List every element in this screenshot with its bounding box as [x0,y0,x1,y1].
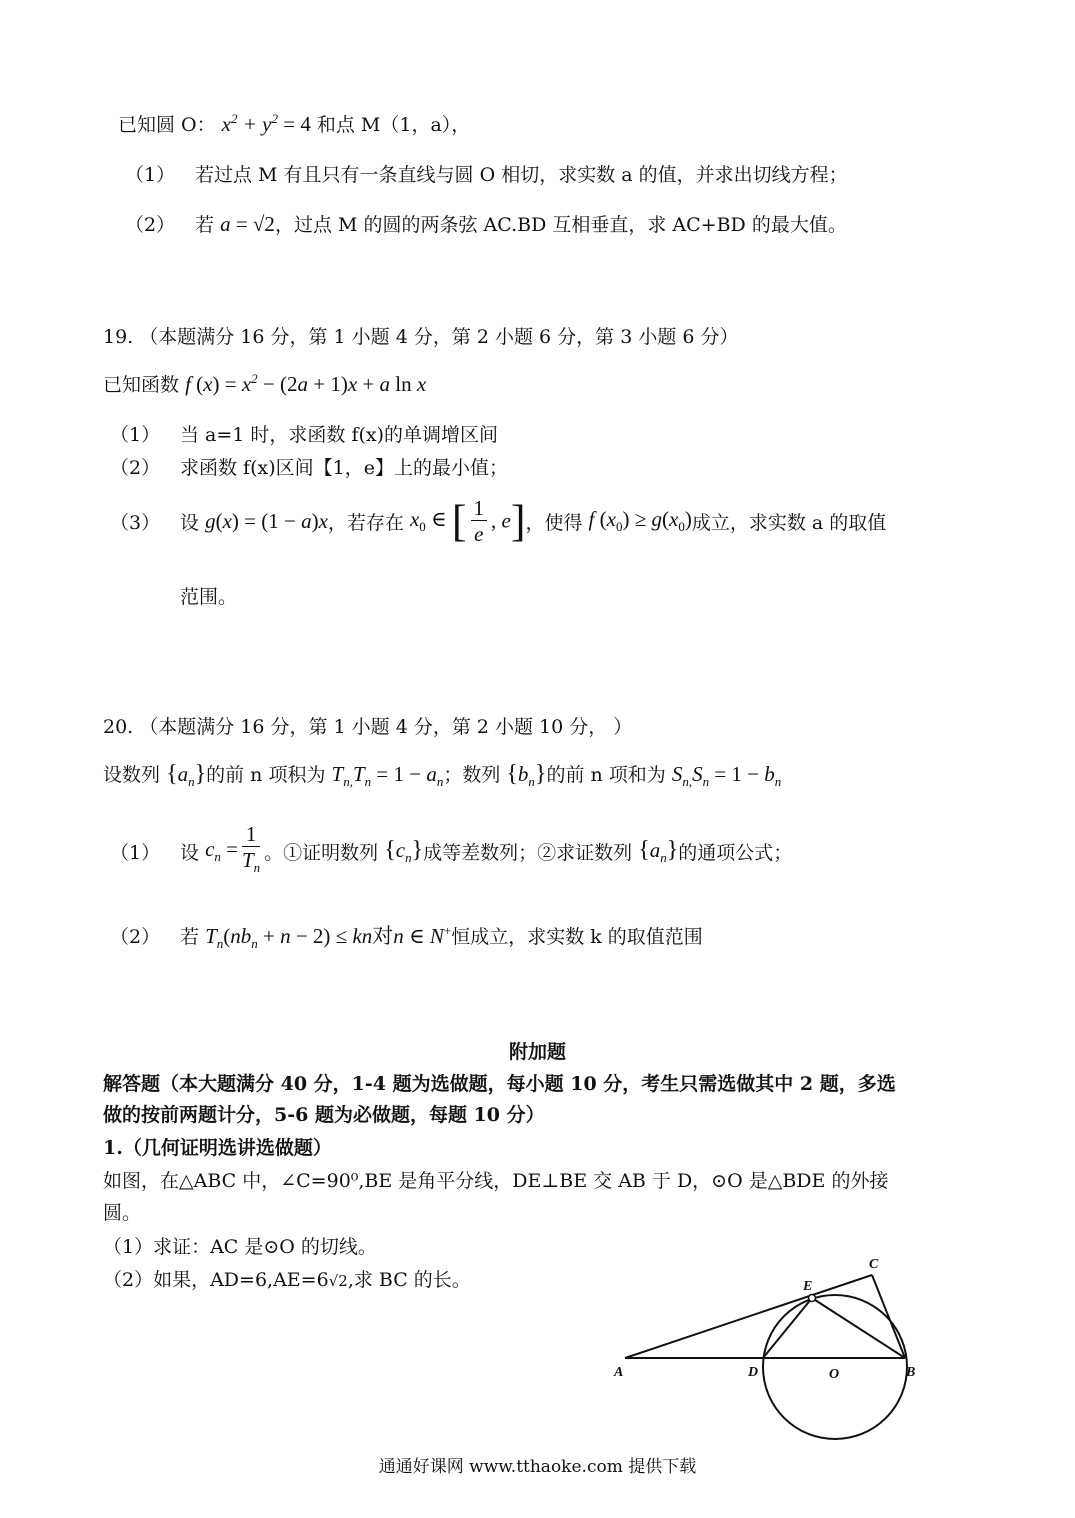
sequence-a-2: $\{a_n\}$ [638,837,679,866]
extra-q1-line1: 如图，在△ABC 中，∠C=90⁰,BE 是角平分线，DE⊥BE 交 AB 于 D，⊙O 是△BDE 的外接 [103,1170,889,1192]
tn-relation: $T_{n,}T_n = 1 - a_n$ [331,762,444,790]
q20-intro: 设数列 $\{a_n\}$的前 n 项积为 $T_{n,}T_n = 1 - a_n$；数列 $\{b_n\}$的前 n 项和为 $S_{n,}S_n = 1 - b_n$ [103,761,782,790]
extra-q1-part1: （1）求证：AC 是⊙O 的切线。 [103,1236,377,1258]
sequence-b: $\{b_n\}$ [506,761,547,790]
extra-title: 附加题 [508,1041,566,1063]
q20-header: 20. （本题满分 16 分，第 1 小题 4 分，第 2 小题 10 分， ） [103,716,633,738]
label-b: B [906,1365,916,1380]
q18-part1: （1） 若过点 M 有且只有一条直线与圆 O 相切，求实数 a 的值，并求出切线方程； [125,164,848,186]
x0-interval: $x_0$ ∈ [ $\frac{1}{e}$ , e] [409,496,526,546]
function-g: g(x) = (1 − a)x [205,509,328,533]
label-d: D [748,1365,759,1380]
extra-q1-title: 1.（几何证明选讲选做题） [103,1137,332,1159]
sn-relation: $S_{n,}S_n = 1 - b_n$ [671,762,782,790]
segment-cb [872,1275,905,1358]
q19-part2: （2） 求函数 f(x)区间【1，e】上的最小值； [110,457,508,479]
q19-intro: 已知函数 f $(x) = x^2 - (2a + 1)x + a$ ln x [103,371,427,396]
circle-equation: $x^2 + y^2 = 4$ [221,111,311,136]
q19-part3-cont: 范围。 [180,586,238,608]
q18-part2: （2） 若 a = √2，过点 M 的圆的两条弦 AC.BD 互相垂直，求 AC+BD 的最大值。 [125,212,847,236]
q20-part2: （2） 若 $T_n(nb_n + n - 2)$ ≤ kn对n ∈ N+恒成立，求实数 k 的取值范围 [110,923,703,952]
extra-instructions-2: 做的按前两题计分，5-6 题为必做题，每题 10 分） [103,1104,545,1126]
sequence-a: $\{a_n\}$ [166,761,207,790]
label-a: A [614,1365,624,1380]
sequence-c: $\{c_n\}$ [384,837,424,866]
footer-text: 通通好课网 www.tthaoke.com 提供下载 [378,1457,697,1477]
q19-part3: （3） 设 g(x) = (1 − a)x，若存在 $x_0$ ∈ [ $\frac{1}{e}$ , e]，使得 f $(x_0) \ge g(x_0)$成立，求实数 a 的取值 [110,496,887,546]
segment-eb [812,1298,905,1358]
geometry-figure [600,1250,940,1440]
extra-q1-line2: 圆。 [103,1202,142,1224]
inequality-tn: $T_n(nb_n + n - 2)$ ≤ kn对n ∈ N+ [205,923,452,952]
q19-part1: （1） 当 a=1 时，求函数 f(x)的单调增区间 [110,424,499,446]
segment-ac [625,1275,872,1358]
a-equals-sqrt2: a = √2 [220,212,275,236]
inequality-f-g: f $(x_0) \ge g(x_0)$ [588,507,692,535]
label-c: C [869,1257,879,1272]
extra-instructions-1: 解答题（本大题满分 40 分，1-4 题为选做题，每小题 10 分，考生只需选做其中 2 题，多选 [103,1073,896,1095]
segment-de [763,1298,812,1358]
q20-part1: （1） 设 $c_n$ = $\frac{1}{T_n}$ 。①证明数列 $\{c_n\}$成等差数列；②求证数列 $\{a_n\}$的通项公式； [110,822,793,876]
q18-intro: 已知圆 O： $x^2 + y^2 = 4$ 和点 M（1，a）， [118,111,471,136]
q19-header: 19. （本题满分 16 分，第 1 小题 4 分，第 2 小题 6 分，第 3 小题 6 分） [103,326,739,348]
label-e: E [803,1279,813,1294]
label-o: O [829,1367,840,1382]
point-e [809,1295,816,1302]
extra-q1-part2: （2）如果，AD=6,AE=6√2,求 BC 的长。 [103,1269,471,1291]
function-f: f $(x) = x^2 - (2a + 1)x + a$ ln x [185,371,427,396]
cn-definition: $c_n$ = $\frac{1}{T_n}$ [205,822,261,876]
